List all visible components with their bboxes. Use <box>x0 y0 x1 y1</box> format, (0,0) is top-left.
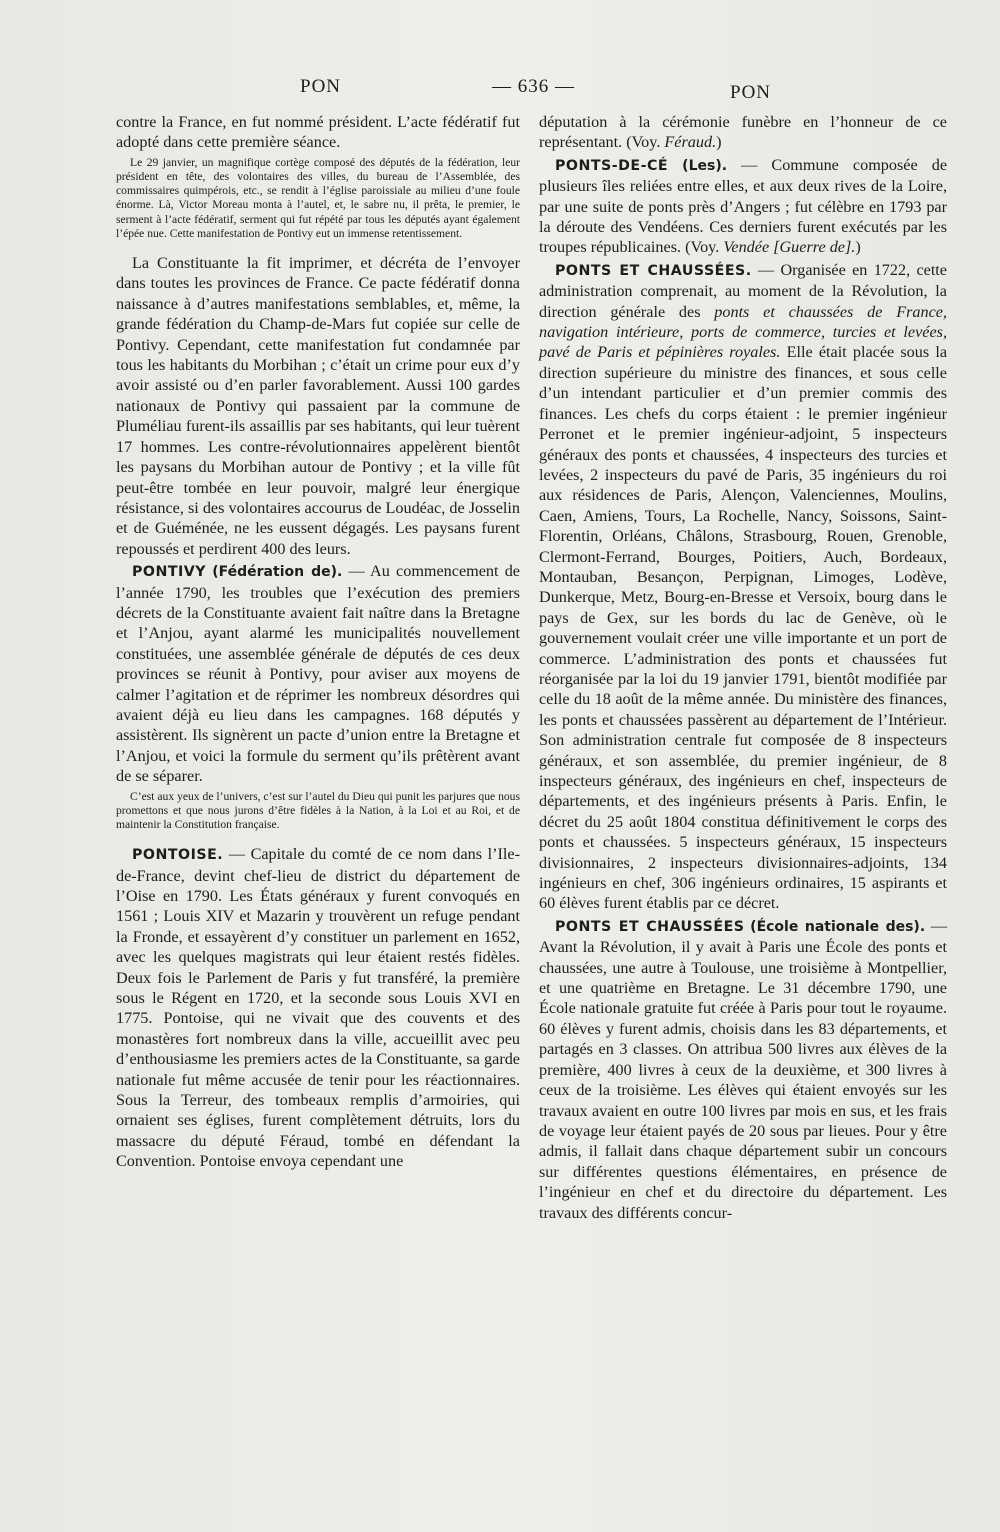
entry-heading: PONTS ET CHAUSSÉES <box>555 918 745 935</box>
paragraph <box>539 112 947 153</box>
entry-text: — Organisée en 1722, cette administration comprenait, au moment de la Révolution, la direction générale des <box>539 260 947 321</box>
dictionary-entry-pontoise <box>116 844 520 1172</box>
entry-text: — Commune composée de plusieurs îles reliées entre elles, et aux deux rives de la Loire, par une suite de ponts près d’Angers ; fut célèbre en 1793 par la déroute des Vendéens. Ces derniers furent exécutés par les troupes républicaines. (Voy. <box>539 155 948 257</box>
header-right-keyword: PON <box>730 82 772 103</box>
page-number: — 636 — <box>492 76 575 97</box>
italic-title: ponts et chaussées de France, navigation intérieure, ports de commerce, turcies et levées, pavé de Paris et pépinières royales. <box>539 302 947 362</box>
entry-subheading: (École nationale des). <box>750 918 926 935</box>
entry-text: ) <box>855 238 861 257</box>
paragraph: contre la France, en fut nommé président. L’acte fédératif fut adopté dans cette première séance. <box>116 113 520 152</box>
paragraph: La Constituante la fit imprimer, et décréta de l’envoyer dans toutes les provinces de France. Ce pacte fédératif donna naissance à d’autres manifestations semblables, et, même, la grande fédération du Champ-de-Mars fut copiée sur celle de Pontivy. Cependant, cette manifestation fut condamnée par tous les habitants du Morbihan ; c’était un crime pour eux d’y avoir assisté ou d’en parler favorablement. Aussi 100 gardes nationaux de Pontivy qui passaient par la commune de Pluméliau furent-ils assaillis par ses habitants, qui leur tuèrent 17 hommes. Les contre-révolutionnaires appelèrent bientôt les paysans du Morbihan autour de Pontivy ; et la ville fût peut-être tombée en leur pouvoir, malgré leur énergique résistance, si des volontaires accourus de Loudéac, de Josselin et de Guéménée, ne les eussent dégagés. Les paysans furent repoussés et perdirent 400 des leurs. <box>116 254 520 558</box>
right-column <box>539 112 947 1223</box>
entry-subheading: (Fédération de). <box>212 564 343 581</box>
dictionary-entry-ponts-et-chaussees <box>539 260 947 914</box>
oath-quotation: C’est aux yeux de l’univers, c’est sur l’autel du Dieu qui punit les parjures que nous promettons et que nous jurons d’être fidèles à la Nation, à la Loi et au Roi, et de maintenir la Constitution française. <box>116 789 520 831</box>
left-column <box>116 112 520 1172</box>
entry-text: — Au commencement de l’année 1790, les troubles que l’exécution des premiers décrets de la Constituante avaient fait naître dans la Bretagne et l’Anjou, ayant alarmé les municipalités nouvellement constituées, une assemblée générale de députés de ces deux provinces se réunit à Pontivy, pour aviser aux moyens de calmer l’agitation et de réprimer les nombreux désordres qui avaient déjà eu lieu dans les campagnes. 168 députés y assistèrent. Ils signèrent un pacte d’union entre la Bretagne et l’Anjou, et voici la formule du serment qu’ils prêtèrent avant de se séparer. <box>116 562 520 786</box>
entry-heading: PONTIVY <box>132 564 207 581</box>
cross-reference: Féraud. <box>664 133 717 152</box>
entry-heading: PONTS-DE-CÉ <box>555 157 669 174</box>
dictionary-entry-pontivy <box>116 561 520 786</box>
entry-heading: PONTS ET CHAUSSÉES. <box>555 262 752 279</box>
entry-text: — Capitale du comté de ce nom dans l’Ile-de-France, devint chef-lieu de district du département de l’Oise en 1790. Les États généraux y furent convoqués en 1561 ; Louis XIV et Mazarin y trouvèrent un refuge pendant la Fronde, et essayèrent d’y constituer un parlement en 1652, avec les quelques magistrats qui leur étaient restés fidèles. Deux fois le Parlement de Paris y fut transféré, la première sous le Régent en 1720, et la seconde sous Louis XVI en 1775. Pontoise, qui ne vivait que des couvents et des monastères fort nombreux dans la ville, accueillit avec peu d’enthousiasme les premiers actes de la Constituante, sa garde nationale fut même accusée de tenir pour les réactionnaires. Sous la Terreur, des tombeaux remplis d’armoiries, qui ornaient ses églises, furent complètement détruits, lors du massacre du député Féraud, tombé en défendant la Convention. Pontoise envoya cependant une <box>116 845 520 1171</box>
paragraph-text: députation à la cérémonie funèbre en l’honneur de ce représentant. (Voy. <box>539 113 947 152</box>
footnote-paragraph: Le 29 janvier, un magnifique cortège composé des députés de la fédération, leur président en tête, des volontaires des villes, du bureau de l’Assemblée, des commissaires quimpérois, etc., se rendit à l’église paroissiale au milieu d’une foule énorme. Là, Victor Moreau monta à l’autel, et, le sabre nu, il prêta, le premier, le serment à l’acte fédératif, serment qui fut répété par tous les députés ayant également l’épée nue. Cette manifestation de Pontivy eut un immense retentissement. <box>116 155 520 240</box>
entry-text: — Avant la Révolution, il y avait à Paris une École des ponts et chaussées, une autre à Toulouse, une troisième à Montpellier, et une quatrième en Bretagne. Le 31 décembre 1790, une École nationale gratuite fut créée à Paris pour tout le royaume. 60 élèves y furent admis, choisis dans les 83 départements, et partagés en 3 classes. On attribua 500 livres aux élèves de la première, 400 livres à ceux de la deuxième, et 300 livres à ceux de la troisième. Les élèves qui étaient envoyés sur les travaux avaient en outre 100 livres par mois en sus, et les frais de voyage leur étaient payés de 20 sous par lieues. Pour y être admis, il fallait dans chaque département subir un concours sur différentes questions élémentaires, en présence de l’ingénieur en chef et du directoire du département. Les travaux des différents concur- <box>539 916 948 1222</box>
header-left-keyword: PON <box>300 76 342 97</box>
entry-subheading: (Les). <box>682 157 728 174</box>
paragraph-text: ) <box>716 133 722 152</box>
entry-text: Elle était placée sous la direction supérieure du ministre des finances, et sous celle d’un intendant particulier et d’un premier commis des finances. Les chefs du corps étaient : le premier ingénieur Perronet et le premier ingénieur-adjoint, 5 inspecteurs généraux des ponts et chaussées, 4 inspecteurs des turcies et levées, 2 inspecteurs du pavé de Paris, 35 ingénieurs du roi aux résidences de Paris, Alençon, Valenciennes, Moulins, Caen, Amiens, Tours, La Rochelle, Nancy, Soissons, Saint-Florentin, Orléans, Châlons, Strasbourg, Rouen, Grenoble, Clermont-Ferrand, Bourges, Poitiers, Auch, Bordeaux, Montauban, Besançon, Perpignan, Limoges, Lodève, Dunkerque, Metz, Bourg-en-Bresse et Versoix, bourg dans le pays de Gex, sur les bords du lac de Genève, où le gouvernement voulait créer une ville importante et un port de commerce. L’administration des ponts et chaussées fut réorganisée par la loi du 19 janvier 1791, bientôt modifiée par celle du 18 août de la même année. Du ministère des finances, les ponts et chaussées passèrent au département de l’Intérieur. Son administration centrale fut composée de 8 inspecteurs généraux, et son assemblée, du premier ingénieur, de 8 inspecteurs généraux, des ingénieurs en chef, inspecteurs de départements, et des ingénieurs présents à Paris. Enfin, le décret du 25 août 1804 constitua définitivement le corps des ponts et chaussées. 5 inspecteurs généraux, 15 inspecteurs divisionnaires, 2 inspecteurs divisionnaires-adjoints, 134 ingénieurs en chef, 306 ingénieurs ordinaires, 15 aspirants et 60 élèves furent établis par ce décret. <box>539 343 948 913</box>
page-header <box>0 76 1000 106</box>
dictionary-entry-ecole-ponts-et-chaussees <box>539 916 947 1223</box>
cross-reference: Vendée [Guerre de]. <box>723 238 856 257</box>
dictionary-entry-ponts-de-ce <box>539 155 947 258</box>
entry-heading: PONTOISE. <box>132 847 224 864</box>
